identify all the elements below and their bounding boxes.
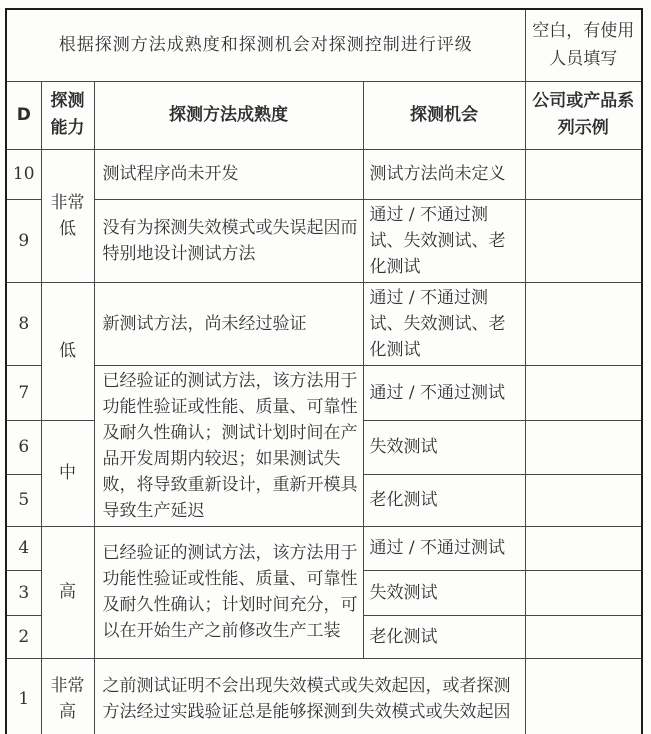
maturity-cell: 新测试方法，尚未经过验证	[94, 282, 363, 365]
description-cell: 之前测试证明不会出现失效模式或失效起因，或者探测方法经过实践验证总是能够探测到失效模式或失效起因	[94, 658, 525, 734]
d-cell: 1	[6, 658, 41, 734]
maturity-cell: 没有为探测失效模式或失误起因而特别地设计测试方法	[94, 199, 363, 282]
table-title: 根据探测方法成熟度和探测机会对探测控制进行评级	[6, 9, 525, 81]
col-header-example: 公司或产品系列示例	[525, 81, 642, 149]
d-cell: 5	[6, 474, 41, 526]
maturity-cell: 已经验证的测试方法，该方法用于功能性验证或性能、质量、可靠性及耐久性确认；测试计划时间在产品开发周期内较迟；如果测试失败，将导致重新设计，重新开模具导致生产延迟	[94, 365, 363, 526]
table-row-4	[6, 526, 642, 570]
example-cell	[525, 570, 642, 615]
opportunity-cell: 通过 / 不通过测试	[363, 526, 525, 570]
maturity-cell: 测试程序尚未开发	[94, 149, 363, 199]
d-cell: 9	[6, 199, 41, 282]
col-header-maturity: 探测方法成熟度	[94, 81, 363, 149]
example-cell	[525, 526, 642, 570]
opportunity-cell: 老化测试	[363, 474, 525, 526]
capability-cell: 高	[41, 526, 94, 658]
d-cell: 2	[6, 615, 41, 658]
opportunity-cell: 测试方法尚未定义	[363, 149, 525, 199]
capability-cell: 中	[41, 420, 94, 526]
detection-rating-table	[5, 8, 643, 734]
capability-cell: 非常低	[41, 149, 94, 282]
table-row-7	[6, 365, 642, 420]
col-header-capability: 探测能力	[41, 81, 94, 149]
d-cell: 6	[6, 420, 41, 474]
example-cell	[525, 420, 642, 474]
opportunity-cell: 通过 / 不通过测试、失效测试、老化测试	[363, 282, 525, 365]
opportunity-cell: 失效测试	[363, 420, 525, 474]
example-cell	[525, 365, 642, 420]
capability-cell: 非常高	[41, 658, 94, 734]
title-row	[6, 9, 642, 81]
d-cell: 3	[6, 570, 41, 615]
example-cell	[525, 615, 642, 658]
d-cell: 8	[6, 282, 41, 365]
example-cell	[525, 474, 642, 526]
example-cell	[525, 282, 642, 365]
example-cell	[525, 149, 642, 199]
opportunity-cell: 通过 / 不通过测试	[363, 365, 525, 420]
opportunity-cell: 通过 / 不通过测试、失效测试、老化测试	[363, 199, 525, 282]
table-row-10	[6, 149, 642, 199]
col-header-d: D	[6, 81, 41, 149]
maturity-cell: 已经验证的测试方法，该方法用于功能性验证或性能、质量、可靠性及耐久性确认；计划时间充分，可以在开始生产之前修改生产工装	[94, 526, 363, 658]
opportunity-cell: 失效测试	[363, 570, 525, 615]
capability-cell: 低	[41, 282, 94, 420]
d-cell: 4	[6, 526, 41, 570]
example-cell	[525, 658, 642, 734]
table-row-8	[6, 282, 642, 365]
d-cell: 10	[6, 149, 41, 199]
blank-fill-note: 空白，有使用人员填写	[525, 9, 642, 81]
opportunity-cell: 老化测试	[363, 615, 525, 658]
table-row-1	[6, 658, 642, 734]
d-cell: 7	[6, 365, 41, 420]
table-row-9	[6, 199, 642, 282]
column-header-row	[6, 81, 642, 149]
example-cell	[525, 199, 642, 282]
col-header-opportunity: 探测机会	[363, 81, 525, 149]
